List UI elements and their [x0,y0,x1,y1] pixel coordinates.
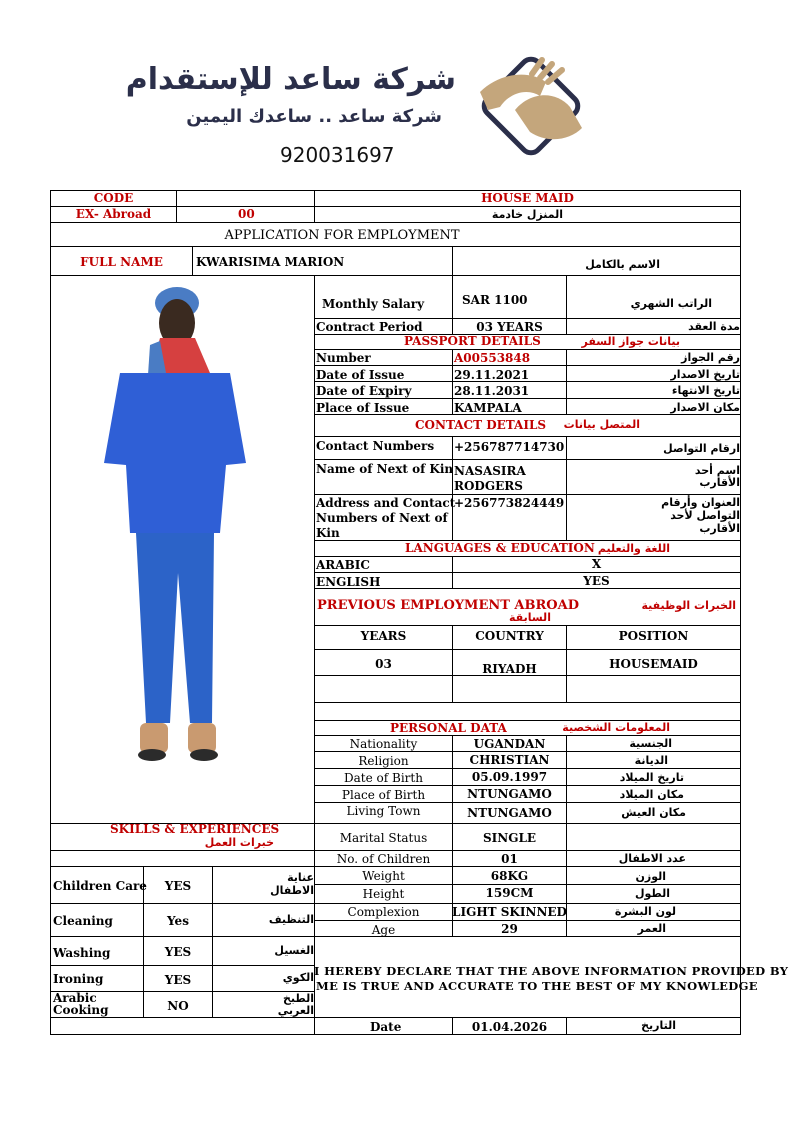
full-name-label-ar: الاسم بالكامل [585,258,660,271]
col-position-header: POSITION [618,629,689,643]
issue-date-label: Date of Issue [316,368,405,382]
contract-label-ar: مدة العقد [688,320,740,333]
ironing-label: Ironing [53,972,104,986]
skills-heading-ar: خبرات العمل [204,836,274,849]
declaration-line2: ME IS TRUE AND ACCURATE TO THE BEST OF MY KNOWLEDGE [316,979,758,993]
passport-number-label-ar: رقم الجواز [681,351,740,364]
expiry-label: Date of Expiry [316,384,412,398]
code-label: CODE [93,191,134,205]
previous-employment-heading: PREVIOUS EMPLOYMENT ABROAD [317,598,579,613]
arabic-label: ARABIC [316,558,370,572]
place-of-issue-value: KAMPALA [454,401,522,415]
height-label: Height [362,887,405,901]
contact-numbers-label-ar: ارقام التواصل [663,442,740,455]
height-value: 159CM [485,886,534,900]
passport-number-label: Number [316,351,371,365]
children-count-label: No. of Children [336,852,431,866]
next-of-kin-label-ar-2: الأقارب [699,476,740,489]
company-phone: 920031697 [280,143,395,167]
job-title: HOUSE MAID [481,191,574,205]
issue-date-value: 29.11.2021 [454,368,530,382]
english-label: ENGLISH [316,575,381,589]
arabic-cooking-label-line2: Cooking [53,1003,109,1017]
children-care-label-ar-1: عناية [287,871,314,884]
religion-label: Religion [358,754,409,768]
cleaning-value: Yes [167,914,189,928]
contract-value: 03 YEARS [476,320,543,334]
salary-value: SAR 1100 [462,293,528,307]
ironing-value: YES [164,973,192,987]
contact-numbers-value: +256787714730 [454,440,565,454]
pob-label-ar: مكان الميلاد [619,788,684,801]
contact-numbers-label: Contact Numbers [316,439,435,453]
next-of-kin-value-line1: NASASIRA [454,464,526,478]
weight-label: Weight [362,869,405,883]
living-town-label: Living Town [346,804,421,818]
employment-row-country: RIYADH [482,662,537,676]
dob-value: 05.09.1997 [471,770,548,784]
height-label-ar: الطول [634,887,670,900]
nationality-label-ar: الجنسية [629,737,672,750]
age-label-ar: العمر [637,922,666,935]
marital-label: Marital Status [339,831,428,845]
contact-heading: CONTACT DETAILS [415,418,547,432]
previous-employment-heading-ar-1: الخبرات الوظيفية [641,599,736,612]
arabic-value: X [591,557,602,571]
kin-address-label-ar-1: العنوان وأرقام [661,496,740,509]
col-years-header: YEARS [360,629,407,643]
passport-number-value: A00553848 [454,351,531,365]
pob-label: Place of Birth [341,788,426,802]
age-label: Age [371,923,396,937]
ironing-label-ar: الكوي [282,971,314,984]
languages-heading: LANGUAGES & EDUCATION [405,541,595,555]
kin-address-label-line1: Address and Contact [316,496,456,510]
full-name-label: FULL NAME [80,255,163,269]
living-town-value: NTUNGAMO [467,806,552,820]
complexion-label: Complexion [347,905,420,919]
children-count-label-ar: عدد الاطفال [618,852,686,865]
arabic-cooking-label-ar-1: الطبخ [282,992,314,1005]
children-care-label: Children Care [53,879,147,893]
nationality-value: UGANDAN [473,737,546,751]
languages-heading-ar: اللغة والتعليم [597,542,670,555]
nationality-label: Nationality [349,737,418,751]
cleaning-label-ar: التنظيف [268,913,314,926]
skills-heading: SKILLS & EXPERIENCES [110,822,280,836]
children-count-value: 01 [501,852,518,866]
kin-address-label-ar-3: الأقارب [699,522,740,535]
washing-value: YES [164,945,192,959]
date-label-ar: التاريخ [641,1019,676,1032]
weight-value: 68KG [490,869,529,883]
contract-label: Contract Period [316,320,423,334]
complexion-value: LIGHT SKINNED [452,905,567,919]
pob-value: NTUNGAMO [467,787,552,801]
kin-address-value: +256773824449 [454,496,565,510]
arabic-cooking-value: NO [167,999,189,1013]
religion-value: CHRISTIAN [469,753,550,767]
kin-address-label-line2: Numbers of Next of [316,511,448,525]
place-of-issue-label: Place of Issue [316,401,410,415]
next-of-kin-label-ar-1: اسم أحد [694,464,740,477]
employment-row-position: HOUSEMAID [609,657,698,671]
arabic-cooking-label-ar-2: العربي [277,1004,314,1017]
children-care-value: YES [164,879,192,893]
kin-address-label-line3: Kin [316,526,340,540]
passport-heading-ar: بيانات جواز السفر [581,335,680,348]
job-title-ar: المنزل خادمة [491,208,564,221]
children-care-label-ar-2: الاطفال [270,884,314,897]
complexion-label-ar: لون البشرة [614,905,676,918]
kin-address-label-ar-2: التواصل لأحد [670,509,740,522]
expiry-label-ar: تاريخ الانتهاء [671,384,740,397]
living-town-label-ar: مكان العيش [621,806,686,819]
washing-label-ar: الغسيل [274,944,314,957]
cleaning-label: Cleaning [53,914,113,928]
date-label: Date [370,1020,402,1034]
application-title: APPLICATION FOR EMPLOYMENT [224,228,460,243]
washing-label: Washing [53,946,111,960]
english-value: YES [583,574,610,588]
ex-abroad-value: 00 [238,207,255,221]
expiry-value: 28.11.2031 [454,384,530,398]
place-of-issue-label-ar: مكان الاصدار [670,401,740,414]
col-country-header: COUNTRY [475,629,544,643]
full-name-value: KWARISIMA MARION [196,255,345,269]
company-slogan-ar: شركة ساعد .. ساعدك اليمين [186,106,442,127]
next-of-kin-value-line2: RODGERS [454,479,523,493]
dob-label: Date of Birth [344,771,423,785]
next-of-kin-label: Name of Next of Kin [316,462,454,476]
date-value: 01.04.2026 [471,1020,548,1034]
religion-label-ar: الديانة [634,754,668,767]
employment-row-years: 03 [375,657,392,671]
passport-heading: PASSPORT DETAILS [404,334,541,348]
marital-value: SINGLE [482,831,537,845]
company-logo-icon [470,52,592,164]
personal-heading: PERSONAL DATA [390,721,507,735]
ex-abroad-label: EX- Abroad [75,207,152,221]
previous-employment-heading-ar-2: السابقة [509,611,551,624]
declaration-line1: I HEREBY DECLARE THAT THE ABOVE INFORMATION PROVIDED BY [314,964,789,978]
salary-label-ar: الراتب الشهري [630,297,712,310]
issue-date-label-ar: تاريخ الاصدار [670,368,740,381]
arabic-cooking-label-line1: Arabic [53,991,97,1005]
company-name-ar: شركة ساعد للإستقدام [125,62,456,97]
dob-label-ar: تاريخ الميلاد [619,771,684,784]
contact-heading-ar: المتصل بيانات [563,418,640,431]
weight-label-ar: الوزن [635,870,666,883]
salary-label: Monthly Salary [322,297,425,311]
applicant-photo [100,283,250,768]
personal-heading-ar: المعلومات الشخصية [562,721,670,734]
age-value: 29 [501,922,518,936]
